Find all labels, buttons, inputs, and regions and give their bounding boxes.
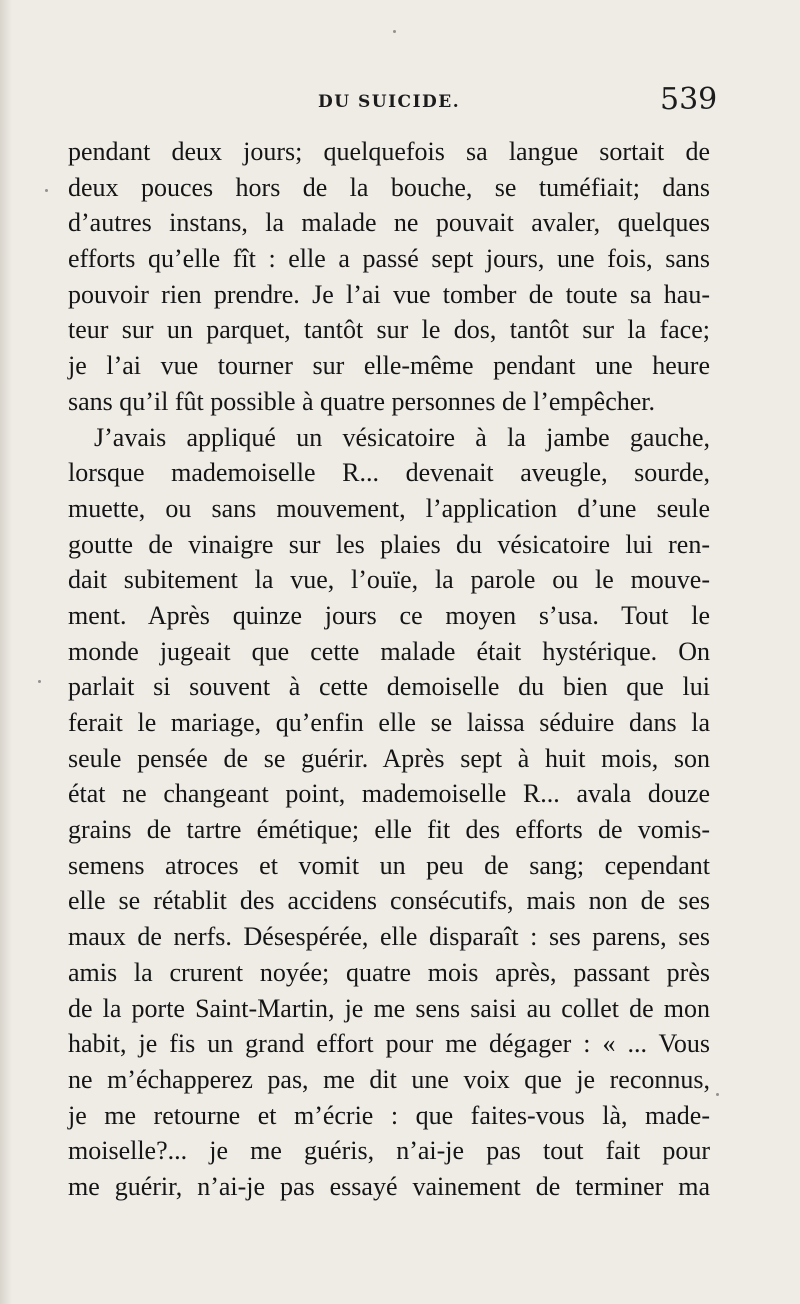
text-line: teur sur un parquet, tantôt sur le dos, tantôt sur la face; — [68, 315, 710, 345]
text-line: seule pensée de se guérir. Après sept à huit mois, son — [68, 743, 710, 773]
page-number: 539 — [660, 82, 718, 117]
text-line: dait subitement la vue, l’ouïe, la parole ou le mouve- — [68, 565, 710, 595]
text-line: goutte de vinaigre sur les plaies du vésicatoire lui ren- — [68, 529, 710, 559]
text-line: habit, je fis un grand effort pour me dégager : « ... Vous — [68, 1029, 710, 1059]
text-line: elle se rétablit des accidens consécutifs, mais non de ses — [68, 886, 710, 916]
text-line: grains de tartre émétique; elle fit des efforts de vomis- — [68, 815, 710, 845]
text-line: ment. Après quinze jours ce moyen s’usa. Tout le — [68, 600, 710, 630]
text-line: ferait le mariage, qu’enfin elle se laissa séduire dans la — [68, 708, 710, 737]
text-line: sans qu’il fût possible à quatre personnes de l’empêcher. — [68, 386, 655, 416]
text-line: parlait si souvent à cette demoiselle du bien que lui — [68, 672, 710, 702]
text-line: pendant deux jours; quelquefois sa langue sortait de — [68, 137, 710, 166]
page-header — [0, 78, 800, 128]
page-gutter-shadow — [0, 0, 12, 1304]
text-line: je l’ai vue tourner sur elle-même pendant une heure — [68, 351, 710, 381]
text-line: deux pouces hors de la bouche, se tuméfiait; dans — [68, 172, 710, 202]
text-line: de la porte Saint-Martin, je me sens saisi au collet de mon — [68, 993, 710, 1023]
text-line: maux de nerfs. Désespérée, elle disparaît : ses parens, ses — [68, 922, 710, 952]
text-line: monde jugeait que cette malade était hystérique. On — [68, 636, 710, 666]
paragraph-start-line: J’avais appliqué un vésicatoire à la jambe gauche, — [94, 422, 710, 452]
text-line: d’autres instans, la malade ne pouvait avaler, quelques — [68, 208, 710, 238]
paper-speck — [716, 1093, 719, 1096]
paper-speck — [38, 680, 41, 683]
text-line: état ne changeant point, mademoiselle R... avala douze — [68, 779, 710, 809]
text-line: efforts qu’elle fît : elle a passé sept jours, une fois, sans — [68, 244, 710, 274]
running-title: DU SUICIDE. — [318, 92, 461, 112]
paper-speck — [45, 189, 48, 192]
text-line: moiselle?... je me guéris, n’ai-je pas tout fait pour — [68, 1136, 710, 1166]
body-text — [68, 134, 710, 1205]
text-line: muette, ou sans mouvement, l’application d’une seule — [68, 493, 710, 523]
text-line: me guérir, n’ai-je pas essayé vainement de terminer ma — [68, 1171, 710, 1201]
text-line: ne m’échapperez pas, me dit une voix que je reconnus, — [68, 1064, 710, 1094]
text-line: je me retourne et m’écrie : que faites-vous là, made- — [68, 1100, 710, 1130]
text-line: lorsque mademoiselle R... devenait aveugle, sourde, — [68, 458, 710, 488]
text-line: pouvoir rien prendre. Je l’ai vue tomber de toute sa hau- — [68, 279, 710, 309]
paper-speck — [393, 30, 396, 33]
text-line: amis la crurent noyée; quatre mois après, passant près — [68, 957, 710, 987]
text-line: semens atroces et vomit un peu de sang; cependant — [68, 850, 710, 880]
